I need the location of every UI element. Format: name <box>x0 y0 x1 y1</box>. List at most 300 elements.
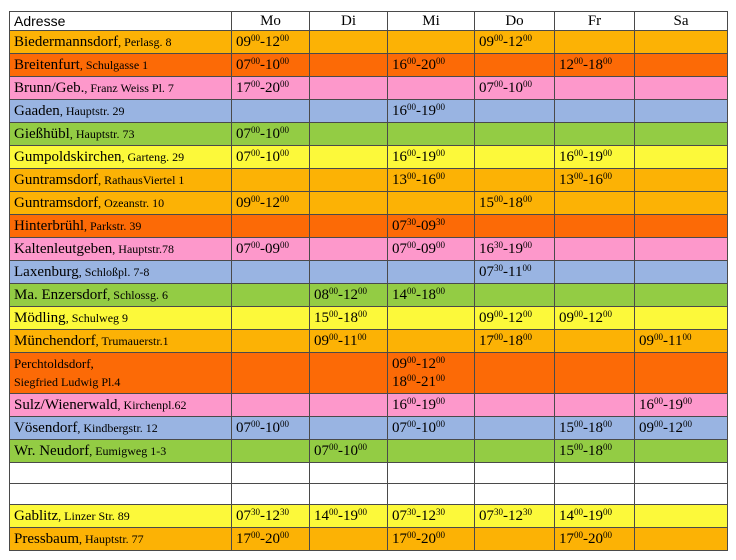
time-cell <box>310 192 388 215</box>
empty-cell <box>555 484 635 505</box>
end-hour: 18 <box>421 287 436 303</box>
address-line <box>14 355 231 373</box>
address-line <box>14 373 231 391</box>
end-minute: 00 <box>436 56 445 66</box>
end-hour: 19 <box>421 149 436 165</box>
start-minute: 00 <box>329 309 338 319</box>
time-cell <box>310 169 388 192</box>
end-hour: 12 <box>508 34 523 50</box>
time-cell <box>232 123 310 146</box>
address-cell <box>10 307 232 330</box>
start-minute: 00 <box>251 79 260 89</box>
time-cell <box>475 31 555 54</box>
time-slot: $07^{00}-10^{00}$ <box>236 125 289 142</box>
time-cell <box>635 394 728 417</box>
city-name: Sulz/Wienerwald <box>14 397 118 413</box>
time-cell <box>232 146 310 169</box>
day-header-mo: Mo <box>232 12 310 31</box>
time-cell <box>555 284 635 307</box>
time-slot: $16^{00}-19^{00}$ <box>639 396 692 413</box>
city-name: Laxenburg <box>14 264 79 280</box>
table-row <box>10 307 728 330</box>
time-cell <box>310 54 388 77</box>
start-hour: 09 <box>479 310 494 326</box>
time-slot: $08^{00}-12^{00}$ <box>314 286 367 303</box>
city-name: Perchtoldsdorf, <box>14 356 94 371</box>
end-hour: 12 <box>588 310 603 326</box>
table-row <box>10 330 728 353</box>
time-cell <box>555 261 635 284</box>
street-address: , Eumigweg 1-3 <box>89 444 167 458</box>
time-cell <box>388 31 475 54</box>
end-minute: 00 <box>523 194 532 204</box>
city-name: Guntramsdorf <box>14 195 99 211</box>
end-minute: 00 <box>603 419 612 429</box>
time-cell <box>388 123 475 146</box>
time-cell <box>475 146 555 169</box>
street-address: , Schulweg 9 <box>65 311 129 325</box>
end-hour: 16 <box>588 172 603 188</box>
start-hour: 13 <box>392 172 407 188</box>
city-name: Hinterbrühl <box>14 218 84 234</box>
time-slot: $07^{00}-09^{00}$ <box>392 240 445 257</box>
start-minute: 00 <box>251 194 260 204</box>
start-minute: 00 <box>494 33 503 43</box>
time-cell <box>475 440 555 463</box>
start-minute: 00 <box>407 240 416 250</box>
start-hour: 09 <box>639 420 654 436</box>
time-cell <box>555 192 635 215</box>
time-cell <box>475 77 555 100</box>
time-cell <box>555 54 635 77</box>
end-minute: 00 <box>603 442 612 452</box>
time-cell <box>232 417 310 440</box>
table-row <box>10 100 728 123</box>
time-slot: $07^{00}-10^{00}$ <box>236 56 289 73</box>
street-address: , Linzer Str. 89 <box>58 509 130 523</box>
time-slot: $13^{00}-16^{00}$ <box>559 171 612 188</box>
table-row <box>10 528 728 551</box>
time-cell <box>232 440 310 463</box>
end-hour: 12 <box>508 508 523 524</box>
time-cell <box>388 417 475 440</box>
time-slot: $09^{00}-12^{00}$ <box>236 194 289 211</box>
address-cell <box>10 215 232 238</box>
end-minute: 00 <box>280 56 289 66</box>
start-minute: 00 <box>407 419 416 429</box>
time-cell <box>555 77 635 100</box>
city-name: Kaltenleutgeben <box>14 241 113 257</box>
table-row <box>10 192 728 215</box>
time-cell <box>635 100 728 123</box>
empty-cell <box>10 463 232 484</box>
end-hour: 18 <box>343 310 358 326</box>
end-minute: 30 <box>436 507 445 517</box>
table-row <box>10 123 728 146</box>
end-minute: 00 <box>357 332 367 342</box>
time-cell <box>310 394 388 417</box>
time-cell <box>388 146 475 169</box>
start-minute: 00 <box>329 442 338 452</box>
time-cell <box>232 353 310 394</box>
start-minute: 00 <box>574 507 583 517</box>
end-minute: 00 <box>603 507 612 517</box>
start-minute: 00 <box>407 373 416 383</box>
city-name: Breitenfurt <box>14 57 80 73</box>
end-hour: 20 <box>588 531 603 547</box>
start-minute: 00 <box>251 419 260 429</box>
end-minute: 00 <box>358 442 367 452</box>
start-hour: 17 <box>559 531 574 547</box>
time-cell <box>475 505 555 528</box>
empty-cell <box>388 484 475 505</box>
table-row <box>10 284 728 307</box>
empty-cell <box>10 484 232 505</box>
time-cell <box>310 215 388 238</box>
start-minute: 30 <box>494 507 503 517</box>
table-row <box>10 31 728 54</box>
end-minute: 00 <box>603 530 612 540</box>
start-hour: 16 <box>392 149 407 165</box>
end-minute: 00 <box>522 263 532 273</box>
empty-row <box>10 463 728 484</box>
table-row <box>10 505 728 528</box>
time-slot: $17^{00}-20^{00}$ <box>559 530 612 547</box>
start-hour: 12 <box>559 57 574 73</box>
start-hour: 07 <box>392 241 407 257</box>
time-slot: $16^{00}-19^{00}$ <box>392 102 445 119</box>
time-cell <box>232 505 310 528</box>
time-cell <box>475 417 555 440</box>
time-cell <box>388 284 475 307</box>
time-cell <box>635 31 728 54</box>
start-minute: 00 <box>251 33 260 43</box>
time-cell <box>555 31 635 54</box>
end-hour: 20 <box>421 531 436 547</box>
end-minute: 00 <box>683 419 692 429</box>
time-slot: $07^{00}-10^{00}$ <box>479 79 532 96</box>
time-cell <box>555 417 635 440</box>
start-minute: 00 <box>654 419 663 429</box>
time-slot: $15^{00}-18^{00}$ <box>559 442 612 459</box>
time-cell <box>555 146 635 169</box>
end-hour: 19 <box>421 103 436 119</box>
time-cell <box>475 215 555 238</box>
start-minute: 00 <box>407 102 416 112</box>
time-cell <box>555 353 635 394</box>
time-cell <box>635 440 728 463</box>
time-cell <box>388 169 475 192</box>
time-slot: $07^{30}-12^{30}$ <box>236 507 289 524</box>
end-minute: 00 <box>280 194 289 204</box>
end-minute: 00 <box>436 171 445 181</box>
time-slot: $09^{00}-12^{00}$ <box>392 355 445 372</box>
address-cell <box>10 31 232 54</box>
start-hour: 07 <box>392 420 407 436</box>
time-cell <box>555 123 635 146</box>
table-row <box>10 238 728 261</box>
end-minute: 00 <box>603 56 612 66</box>
table-row <box>10 440 728 463</box>
end-minute: 00 <box>523 33 532 43</box>
start-minute: 30 <box>494 240 503 250</box>
end-hour: 12 <box>668 420 683 436</box>
time-slot: $07^{00}-10^{00}$ <box>314 442 367 459</box>
start-hour: 17 <box>479 333 494 349</box>
table-row <box>10 261 728 284</box>
time-cell <box>635 505 728 528</box>
time-slot: $07^{00}-10^{00}$ <box>392 419 445 436</box>
time-slot: $09^{00}-11^{00}$ <box>639 332 692 349</box>
end-minute: 00 <box>436 419 445 429</box>
start-minute: 00 <box>494 309 503 319</box>
end-minute: 00 <box>358 309 367 319</box>
address-cell <box>10 284 232 307</box>
time-cell <box>310 330 388 353</box>
start-minute: 00 <box>654 332 663 342</box>
end-minute: 00 <box>280 79 289 89</box>
time-cell <box>232 100 310 123</box>
city-name: Biedermannsdorf <box>14 34 119 50</box>
city-name: Pressbaum <box>14 531 79 547</box>
table-row <box>10 417 728 440</box>
end-minute: 00 <box>436 355 445 365</box>
start-hour: 07 <box>392 508 407 524</box>
time-cell <box>555 440 635 463</box>
time-cell <box>310 505 388 528</box>
start-minute: 00 <box>251 125 260 135</box>
end-minute: 00 <box>523 240 532 250</box>
start-hour: 07 <box>236 57 251 73</box>
end-minute: 30 <box>436 217 445 227</box>
empty-cell <box>475 484 555 505</box>
address-cell <box>10 330 232 353</box>
time-cell <box>388 330 475 353</box>
start-minute: 00 <box>574 419 583 429</box>
time-cell <box>475 192 555 215</box>
start-hour: 13 <box>559 172 574 188</box>
end-hour: 11 <box>668 333 683 349</box>
table-row <box>10 146 728 169</box>
address-cell <box>10 238 232 261</box>
start-minute: 30 <box>494 263 503 273</box>
end-minute: 00 <box>436 148 445 158</box>
empty-cell <box>635 463 728 484</box>
time-cell <box>635 192 728 215</box>
day-header-sa: Sa <box>635 12 728 31</box>
day-header-do: Do <box>475 12 555 31</box>
empty-cell <box>232 484 310 505</box>
start-minute: 00 <box>407 148 416 158</box>
start-hour: 08 <box>314 287 329 303</box>
start-minute: 30 <box>407 217 416 227</box>
time-cell <box>388 192 475 215</box>
start-minute: 00 <box>251 240 260 250</box>
address-cell <box>10 192 232 215</box>
city-name: Vösendorf <box>14 420 78 436</box>
time-cell <box>635 261 728 284</box>
time-slot: $09^{00}-11^{00}$ <box>314 332 367 349</box>
end-hour: 10 <box>265 420 280 436</box>
empty-cell <box>475 463 555 484</box>
end-hour: 18 <box>588 443 603 459</box>
time-cell <box>232 54 310 77</box>
time-cell <box>388 100 475 123</box>
end-hour: 19 <box>343 508 358 524</box>
address-header: Adresse <box>10 12 232 31</box>
time-cell <box>635 146 728 169</box>
opening-hours-table <box>9 11 728 551</box>
day-header-di: Di <box>310 12 388 31</box>
street-address: , Schulgasse 1 <box>79 58 149 72</box>
start-hour: 07 <box>479 264 494 280</box>
end-hour: 20 <box>265 80 280 96</box>
time-cell <box>232 215 310 238</box>
address-cell <box>10 261 232 284</box>
end-hour: 19 <box>421 397 436 413</box>
street-address: , Kirchenpl.62 <box>117 398 187 412</box>
start-hour: 07 <box>236 508 251 524</box>
start-minute: 00 <box>329 332 338 342</box>
start-hour: 15 <box>559 443 574 459</box>
start-minute: 00 <box>251 148 260 158</box>
time-cell <box>388 261 475 284</box>
start-hour: 07 <box>314 443 329 459</box>
time-slot: $13^{00}-16^{00}$ <box>392 171 445 188</box>
time-cell <box>635 330 728 353</box>
end-hour: 18 <box>508 195 523 211</box>
time-cell <box>555 528 635 551</box>
street-address: , Hauptstr. 73 <box>69 127 135 141</box>
end-minute: 00 <box>523 309 532 319</box>
start-hour: 09 <box>236 34 251 50</box>
end-minute: 00 <box>436 396 445 406</box>
start-hour: 09 <box>314 333 329 349</box>
day-header-mi: Mi <box>388 12 475 31</box>
start-hour: 07 <box>392 218 407 234</box>
time-cell <box>232 284 310 307</box>
street-address: , Kindbergstr. 12 <box>77 421 158 435</box>
table-row <box>10 77 728 100</box>
time-cell <box>475 284 555 307</box>
time-cell <box>232 192 310 215</box>
start-hour: 09 <box>559 310 574 326</box>
time-cell <box>475 261 555 284</box>
start-hour: 15 <box>559 420 574 436</box>
address-cell <box>10 100 232 123</box>
start-hour: 16 <box>392 57 407 73</box>
time-cell <box>310 528 388 551</box>
time-cell <box>388 528 475 551</box>
schedule-container <box>9 11 728 551</box>
time-cell <box>388 215 475 238</box>
start-hour: 15 <box>314 310 329 326</box>
time-slot: $07^{30}-11^{00}$ <box>479 263 532 280</box>
time-cell <box>635 169 728 192</box>
end-minute: 00 <box>280 33 289 43</box>
start-hour: 14 <box>314 508 329 524</box>
table-row <box>10 215 728 238</box>
end-minute: 00 <box>436 240 445 250</box>
time-slot: $16^{00}-19^{00}$ <box>392 148 445 165</box>
end-hour: 10 <box>508 80 523 96</box>
city-name: Wr. Neudorf <box>14 443 90 459</box>
time-cell <box>475 238 555 261</box>
time-cell <box>388 307 475 330</box>
time-cell <box>475 100 555 123</box>
end-hour: 10 <box>265 149 280 165</box>
time-cell <box>635 215 728 238</box>
street-address: Siegfried Ludwig Pl.4 <box>14 375 121 389</box>
empty-cell <box>232 463 310 484</box>
start-hour: 09 <box>236 195 251 211</box>
street-address: , RathausViertel 1 <box>98 173 185 187</box>
start-minute: 00 <box>574 56 583 66</box>
end-minute: 00 <box>436 286 445 296</box>
end-minute: 00 <box>603 171 612 181</box>
street-address: , Perlasg. 8 <box>118 35 172 49</box>
time-cell <box>555 330 635 353</box>
city-name: Gießhübl <box>14 126 70 142</box>
end-minute: 30 <box>280 507 289 517</box>
address-cell <box>10 77 232 100</box>
time-slot: $17^{00}-20^{00}$ <box>236 79 289 96</box>
start-hour: 09 <box>639 333 654 349</box>
empty-cell <box>635 484 728 505</box>
start-hour: 14 <box>559 508 574 524</box>
time-cell <box>388 54 475 77</box>
end-minute: 00 <box>436 102 445 112</box>
start-minute: 00 <box>574 442 583 452</box>
start-minute: 30 <box>251 507 260 517</box>
time-cell <box>635 417 728 440</box>
end-minute: 30 <box>523 507 532 517</box>
time-cell <box>232 77 310 100</box>
end-hour: 18 <box>588 420 603 436</box>
time-slot: $17^{00}-20^{00}$ <box>392 530 445 547</box>
start-minute: 00 <box>407 355 416 365</box>
time-slot: $07^{30}-12^{30}$ <box>479 507 532 524</box>
end-hour: 19 <box>588 508 603 524</box>
city-name: Mödling <box>14 310 66 326</box>
time-cell <box>310 353 388 394</box>
end-minute: 00 <box>358 286 367 296</box>
address-cell <box>10 54 232 77</box>
end-hour: 19 <box>588 149 603 165</box>
end-hour: 12 <box>421 508 436 524</box>
start-minute: 00 <box>251 56 260 66</box>
time-cell <box>232 528 310 551</box>
street-address: , Schloßpl. 7-8 <box>78 265 150 279</box>
start-hour: 17 <box>236 531 251 547</box>
end-hour: 20 <box>265 531 280 547</box>
table-row <box>10 394 728 417</box>
end-minute: 00 <box>523 332 532 342</box>
end-minute: 00 <box>280 148 289 158</box>
time-cell <box>635 238 728 261</box>
empty-row <box>10 484 728 505</box>
address-cell <box>10 146 232 169</box>
start-minute: 00 <box>407 396 416 406</box>
time-cell <box>475 330 555 353</box>
start-minute: 00 <box>574 171 583 181</box>
time-cell <box>232 330 310 353</box>
city-name: Guntramsdorf <box>14 172 99 188</box>
end-minute: 00 <box>682 332 692 342</box>
time-slot: $17^{00}-18^{00}$ <box>479 332 532 349</box>
start-minute: 00 <box>494 79 503 89</box>
time-cell <box>232 307 310 330</box>
